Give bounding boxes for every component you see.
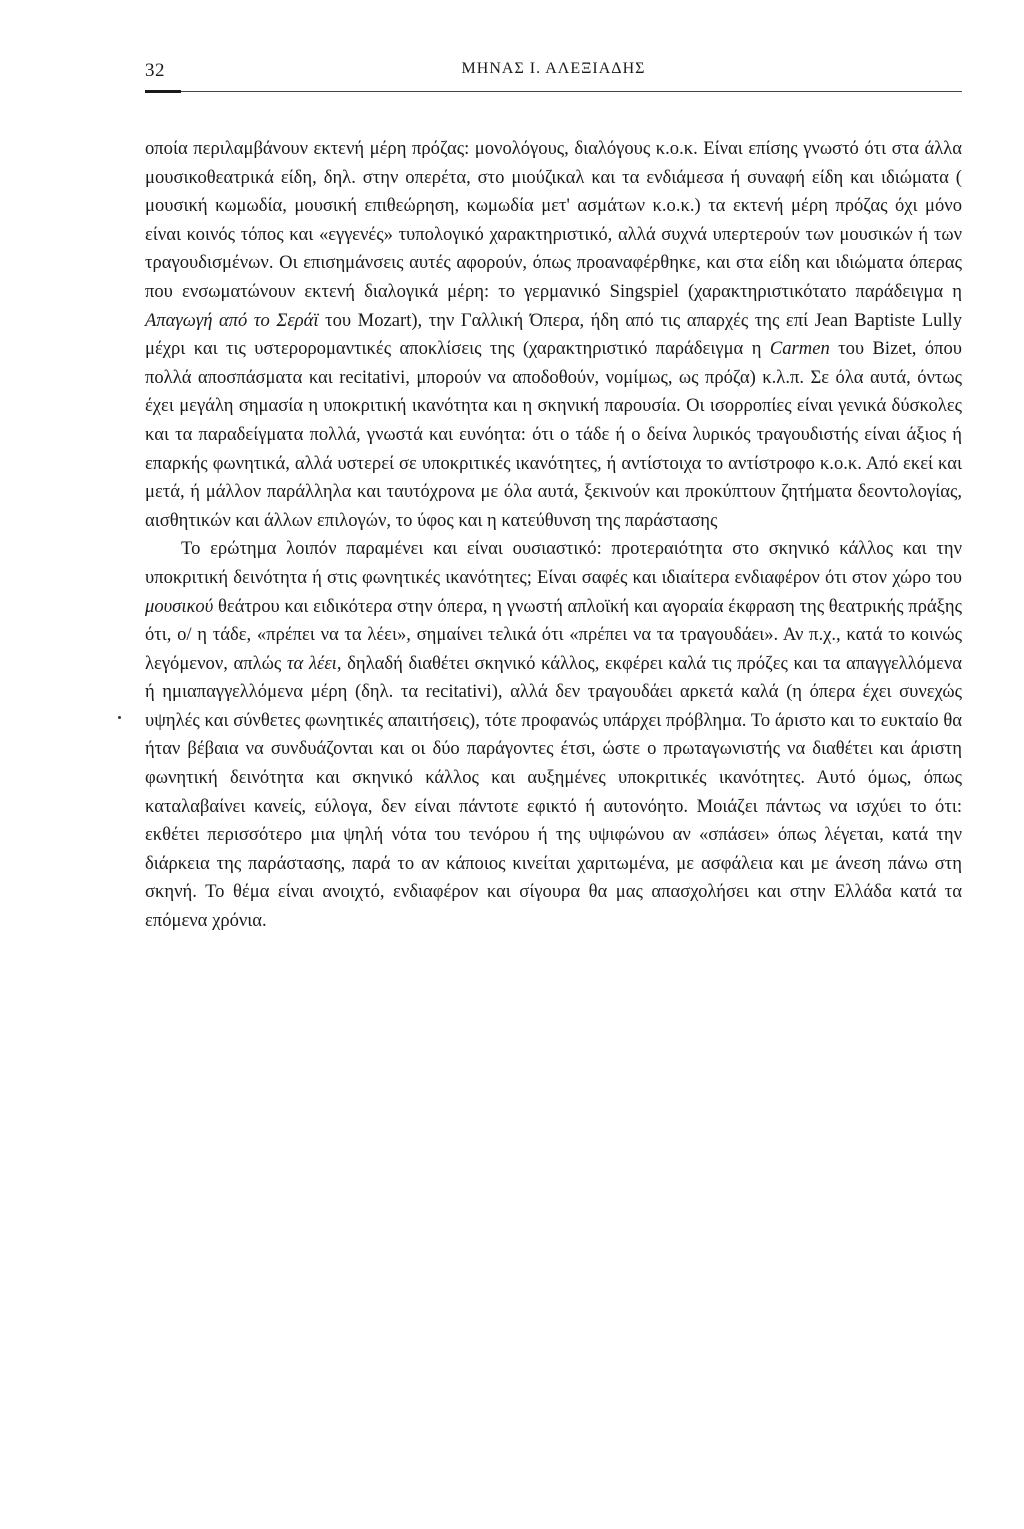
paragraph-1-italic-1: Απαγωγή από το Σεράϊ [145, 309, 319, 331]
paragraph-2-italic-1: μουσικού [145, 595, 214, 617]
paragraph-1-text-1: οποία περιλαμβάνουν εκτενή μέρη πρόζας: μονολόγους, διαλόγους κ.ο.κ. Είναι επίσης γνωστό ότι στα άλλα μουσικοθεατρικά είδη, δηλ. στην οπερέτα, στο μιούζικαλ και τα ενδιάμεσα ή συναφή είδη και ιδιώματα ( μουσική κωμωδία, μουσική επιθεώρηση, κωμωδία μετ' ασμάτων κ.ο.κ.) τα εκτενή μέρη πρόζας όχι μόνο είναι κοινός τόπος και «εγγενές» τυπολογικό χαρακτηριστικό, αλλά συχνά υπερτερούν των μουσικών ή των τραγουδισμένων. Οι επισημάνσεις αυτές αφορούν, όπως προαναφέρθηκε, και στα είδη και ιδιώματα όπερας που ενσωματώνουν εκτενή διαλογικά μέρη: το γερμανικό Singspiel (χαρακτηριστικότατο παράδειγμα η [145, 138, 962, 302]
paragraph-1-text-3: του Bizet, όπου πολλά αποσπάσματα και recitativi, μπορούν να αποδοθούν, νομίμως, ως πρόζα) κ.λ.π. Σε όλα αυτά, όντως έχει μεγάλη σημασία η υποκριτική ικανότητα και η σκηνική παρουσία. Οι ισορροπίες είναι γενικά δύσκολες και τα παραδείγματα πολλά, γνωστά και ευνόητα: ότι ο τάδε ή ο δείνα λυρικός τραγουδιστής είναι άξιος ή επαρκής φωνητικά, αλλά υστερεί σε υποκριτικές ικανότητες, ή αντίστοιχα το αντίστροφο κ.ο.κ. Από εκεί και μετά, ή μάλλον παράλληλα και ταυτόχρονα με όλα αυτά, ξεκινούν και προκύπτουν ζητήματα δεοντολογίας, αισθητικών και άλλων επιλογών, το ύφος και η κατεύθυνση της παράστασης [145, 338, 962, 531]
header-rule [145, 91, 962, 92]
paragraph-2-text-2: θεάτρου και ειδικότερα στην όπερα, η γνωστή απλοϊκή και αγοραία έκφραση της θεατρικής πράξης ότι, ο/ η τάδε, «πρέπει να τα λέει», σημαίνει τελικά ότι «πρέπει να τα τραγουδάει». Αν π.χ., κατά το κοινώς λεγόμενον, απλώς [145, 595, 962, 674]
paragraph-2 [145, 535, 962, 935]
page-number: 32 [145, 60, 165, 81]
paragraph-1-italic-2: Carmen [769, 338, 830, 360]
paragraph-1-text-2: του Mozart), την Γαλλική Όπερα, ήδη από τις απαρχές της επί Jean Baptiste Lully μέχρι και τις υστερορομαντικές αποκλίσεις της (χαρακτηριστικό παράδειγμα η [145, 309, 963, 360]
running-head-title: ΜΗΝΑΣ Ι. ΑΛΕΞΙΑΔΗΣ [461, 60, 646, 77]
paragraph-2-text-1: Το ερώτημα λοιπόν παραμένει και είναι ουσιαστικό: προτεραιότητα στο σκηνικό κάλλος και την υποκριτική δεινότητα ή στις φωνητικές ικανότητες; Είναι σαφές και ιδιαίτερα ενδιαφέρον ότι στον χώρο του [145, 538, 962, 588]
paragraph-1 [145, 135, 962, 535]
margin-dot [118, 716, 121, 719]
running-head [145, 60, 962, 86]
body-text [145, 135, 962, 936]
paragraph-2-text-3: , δηλαδή διαθέτει σκηνικό κάλλος, εκφέρει καλά τις πρόζες και τα απαγγελλόμενα ή ημιαπαγγελλόμενα μέρη (δηλ. τα recitativi), αλλά δεν τραγουδάει αρκετά καλά (η όπερα έχει συνεχώς υψηλές και σύνθετες φωνητικές απαιτήσεις), τότε προφανώς υπάρχει πρόβλημα. Το άριστο και το ευκταίο θα ήταν βέβαια να συνδυάζονται και οι δύο παράγοντες έτσι, ώστε ο πρωταγωνιστής να διαθέτει και άριστη φωνητική δεινότητα και σκηνικό κάλλος και αυξημένες υποκριτικές ικανότητες. Αυτό όμως, όπως καταλαβαίνει κανείς, εύλογα, δεν είναι πάντοτε εφικτό ή αυτονόητο. Μοιάζει πάντως να ισχύει το ότι: εκθέτει περισσότερο μια ψηλή νότα του τενόρου ή της υψιφώνου αν «σπάσει» όπως λέγεται, κατά την διάρκεια της παράστασης, παρά το αν κάποιος κινείται χαριτωμένα, με ασφάλεια και με άνεση πάνω στη σκηνή. Το θέμα είναι ανοιχτό, ενδιαφέρον και σίγουρα θα μας απασχολήσει και στην Ελλάδα κατά τα επόμενα χρόνια. [145, 652, 963, 932]
header-rule-accent [145, 90, 181, 93]
paragraph-2-italic-2: τα λέει [286, 652, 337, 674]
